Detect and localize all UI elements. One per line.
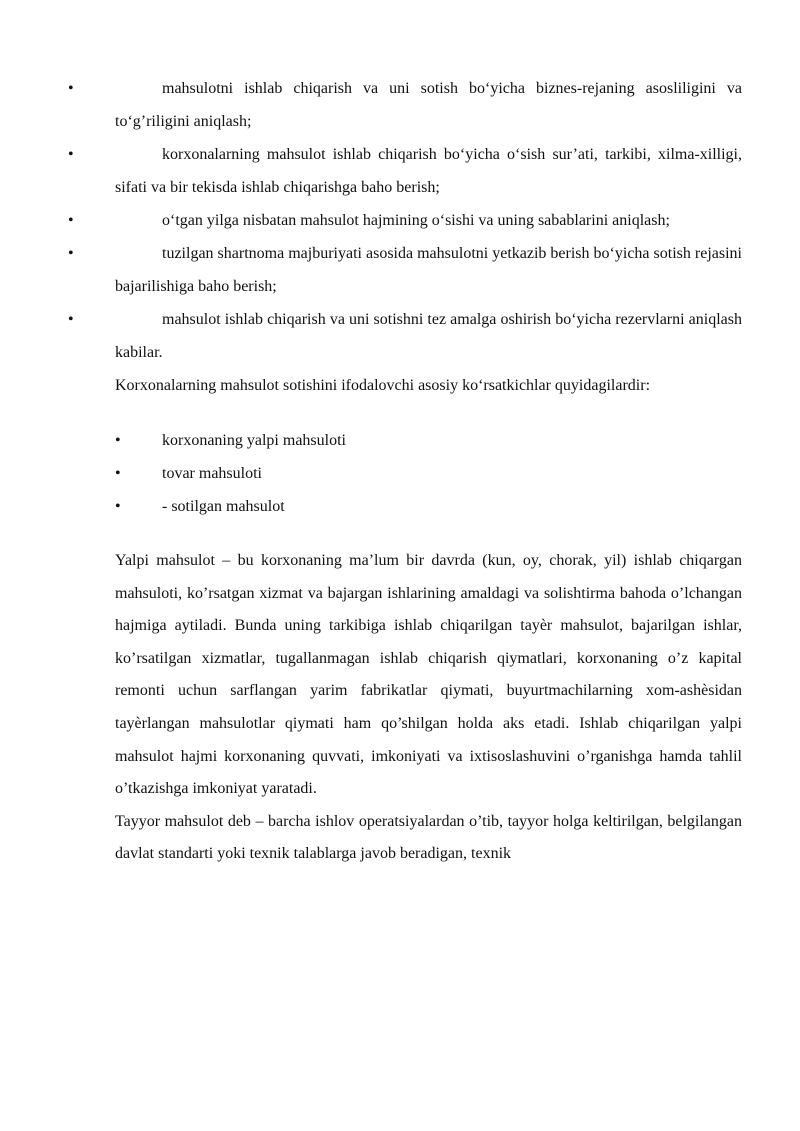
indicator-item	[115, 424, 742, 457]
objective-text: mahsulotni ishlab chiqarish va uni sotish bo‘yicha biznes-rejaning asosliligini va to‘g’riligini aniqlash;	[115, 80, 742, 130]
indicators-list	[115, 424, 742, 523]
objective-item	[68, 303, 742, 369]
finished-product-paragraph: Tayyor mahsulot deb – barcha ishlov operatsiyalardan o’tib, tayyor holga keltirilgan, belgilangan davlat standarti yoki texnik talablarga javob beradigan, texnik	[115, 812, 742, 863]
objective-item	[68, 204, 742, 237]
objective-text: o‘tgan yilga nisbatan mahsulot hajmining o‘sishi va uning sabablarini aniqlash;	[162, 212, 670, 229]
bullet-marker: •	[115, 465, 121, 482]
indicator-item	[115, 457, 742, 490]
spacer	[115, 523, 742, 545]
objective-item	[68, 138, 742, 204]
objective-text: mahsulot ishlab chiqarish va uni sotishni tez amalga oshirish bo‘yicha rezervlarni aniqlash kabilar.	[115, 311, 742, 361]
indicator-text: tovar mahsuloti	[162, 465, 262, 482]
gross-product-paragraph: Yalpi mahsulot – bu korxonaning ma’lum bir davrda (kun, oy, chorak, yil) ishlab chiqargan mahsuloti, ko’rsatgan xizmat va bajargan ishlarining amaldagi va solishtirma bahoda o’lchangan hajmiga aytiladi. Bunda uning tarkibiga ishlab chiqarilgan tayèr mahsulot, bajarilgan ishlar, ko’rsatilgan xizmatlar, tugallanmagan ishlab chiqarish qiymatlari, korxonaning o’z kapital remonti uchun sarflangan yarim fabrikatlar qiymati, buyurtmachilarning xom-ashèsidan tayèrlangan mahsulotlar qiymati ham qo’shilgan holda aks etadi. Ishlab chiqarilgan yalpi mahsulot hajmi korxonaning quvvati, imkoniyati va ixtisoslashuvini o’rganishga hamda tahlil o’tkazishga imkoniyat yaratadi.	[115, 552, 742, 798]
indicator-text: korxonaning yalpi mahsuloti	[162, 432, 346, 449]
objective-text: korxonalarning mahsulot ishlab chiqarish bo‘yicha o‘sish sur’ati, tarkibi, xilma-xilligi, sifati va bir tekisda ishlab chiqarishga baho berish;	[115, 146, 742, 196]
objective-item	[68, 72, 742, 138]
bullet-marker: •	[68, 245, 74, 262]
indicator-item	[115, 490, 742, 523]
bullet-marker: •	[68, 146, 74, 163]
indicators-intro: Korxonalarning mahsulot sotishini ifodalovchi asosiy ko‘rsatkichlar quyidagilardir:	[115, 377, 651, 394]
objective-text: tuzilgan shartnoma majburiyati asosida mahsulotni yetkazib berish bo‘yicha sotish rejasini bajarilishiga baho berish;	[115, 245, 742, 295]
objectives-list	[68, 72, 742, 369]
spacer	[115, 402, 742, 424]
bullet-marker: •	[68, 212, 74, 229]
document-page	[68, 72, 742, 871]
indicator-text: - sotilgan mahsulot	[162, 498, 285, 515]
bullet-marker: •	[115, 432, 121, 449]
bullet-marker: •	[115, 498, 121, 515]
bullet-marker: •	[68, 80, 74, 97]
bullet-marker: •	[68, 311, 74, 328]
objective-item	[68, 237, 742, 303]
